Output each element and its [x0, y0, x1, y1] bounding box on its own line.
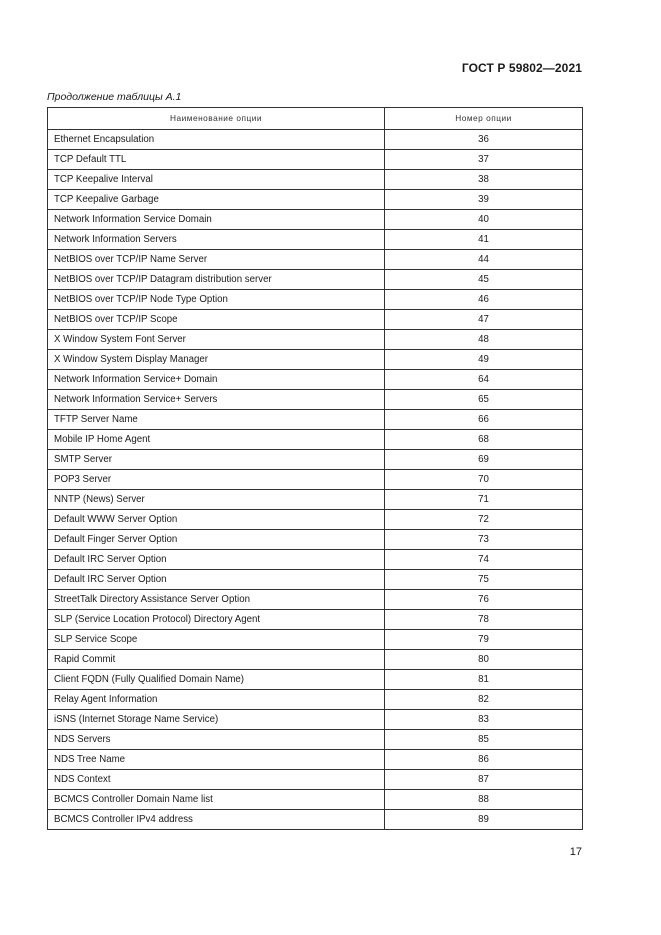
table-row	[48, 490, 583, 510]
option-number-cell: 85	[385, 730, 583, 750]
option-name-cell: BCMCS Controller IPv4 address	[48, 810, 385, 830]
table-row	[48, 290, 583, 310]
option-name-cell: Network Information Service+ Servers	[48, 390, 385, 410]
option-name-cell: X Window System Font Server	[48, 330, 385, 350]
option-number-cell: 69	[385, 450, 583, 470]
option-name-cell: Network Information Service Domain	[48, 210, 385, 230]
option-name-cell: SMTP Server	[48, 450, 385, 470]
option-number-cell: 82	[385, 690, 583, 710]
option-name-cell: NNTP (News) Server	[48, 490, 385, 510]
option-number-cell: 75	[385, 570, 583, 590]
option-number-cell: 72	[385, 510, 583, 530]
option-number-cell: 80	[385, 650, 583, 670]
option-number-cell: 40	[385, 210, 583, 230]
option-name-cell: Ethernet Encapsulation	[48, 130, 385, 150]
table-row	[48, 470, 583, 490]
option-name-cell: POP3 Server	[48, 470, 385, 490]
option-number-cell: 76	[385, 590, 583, 610]
table-row	[48, 410, 583, 430]
table-row	[48, 250, 583, 270]
option-number-cell: 66	[385, 410, 583, 430]
table-row	[48, 130, 583, 150]
option-name-cell: Network Information Servers	[48, 230, 385, 250]
option-number-cell: 68	[385, 430, 583, 450]
table-row	[48, 150, 583, 170]
option-number-cell: 74	[385, 550, 583, 570]
option-number-cell: 88	[385, 790, 583, 810]
option-name-cell: NDS Tree Name	[48, 750, 385, 770]
option-name-cell: iSNS (Internet Storage Name Service)	[48, 710, 385, 730]
option-name-cell: Default IRC Server Option	[48, 550, 385, 570]
table-caption: Продолжение таблицы А.1	[47, 91, 182, 103]
table-row	[48, 390, 583, 410]
table-row	[48, 330, 583, 350]
option-name-cell: SLP Service Scope	[48, 630, 385, 650]
column-header-option-number: Номер опции	[385, 108, 583, 130]
option-number-cell: 73	[385, 530, 583, 550]
option-number-cell: 81	[385, 670, 583, 690]
table-row	[48, 570, 583, 590]
option-number-cell: 36	[385, 130, 583, 150]
option-number-cell: 39	[385, 190, 583, 210]
option-name-cell: Mobile IP Home Agent	[48, 430, 385, 450]
option-name-cell: TCP Keepalive Interval	[48, 170, 385, 190]
table-row	[48, 650, 583, 670]
table-row	[48, 230, 583, 250]
option-name-cell: NetBIOS over TCP/IP Node Type Option	[48, 290, 385, 310]
option-name-cell: NetBIOS over TCP/IP Name Server	[48, 250, 385, 270]
option-name-cell: Default Finger Server Option	[48, 530, 385, 550]
option-number-cell: 48	[385, 330, 583, 350]
option-name-cell: Relay Agent Information	[48, 690, 385, 710]
option-number-cell: 64	[385, 370, 583, 390]
table-row	[48, 590, 583, 610]
table-row	[48, 690, 583, 710]
option-name-cell: NDS Servers	[48, 730, 385, 750]
table-row	[48, 310, 583, 330]
column-header-option-name: Наименование опции	[48, 108, 385, 130]
table-row	[48, 750, 583, 770]
document-code: ГОСТ Р 59802—2021	[461, 61, 582, 75]
table-row	[48, 270, 583, 290]
table-row	[48, 530, 583, 550]
option-name-cell: Default WWW Server Option	[48, 510, 385, 530]
table-header-row	[48, 108, 583, 130]
option-number-cell: 44	[385, 250, 583, 270]
table-row	[48, 430, 583, 450]
table-row	[48, 190, 583, 210]
table-row	[48, 170, 583, 190]
option-number-cell: 37	[385, 150, 583, 170]
option-number-cell: 79	[385, 630, 583, 650]
option-number-cell: 71	[385, 490, 583, 510]
option-number-cell: 49	[385, 350, 583, 370]
table-row	[48, 670, 583, 690]
option-name-cell: BCMCS Controller Domain Name list	[48, 790, 385, 810]
table-row	[48, 370, 583, 390]
option-name-cell: NDS Context	[48, 770, 385, 790]
table-header	[48, 108, 583, 130]
table-row	[48, 710, 583, 730]
option-name-cell: TCP Default TTL	[48, 150, 385, 170]
option-name-cell: StreetTalk Directory Assistance Server Option	[48, 590, 385, 610]
option-name-cell: Client FQDN (Fully Qualified Domain Name)	[48, 670, 385, 690]
option-number-cell: 47	[385, 310, 583, 330]
page-number: 17	[569, 846, 582, 858]
option-number-cell: 65	[385, 390, 583, 410]
option-name-cell: TFTP Server Name	[48, 410, 385, 430]
option-number-cell: 83	[385, 710, 583, 730]
option-number-cell: 41	[385, 230, 583, 250]
option-name-cell: NetBIOS over TCP/IP Datagram distribution server	[48, 270, 385, 290]
table-row	[48, 790, 583, 810]
option-name-cell: SLP (Service Location Protocol) Directory Agent	[48, 610, 385, 630]
option-number-cell: 45	[385, 270, 583, 290]
table-row	[48, 510, 583, 530]
option-number-cell: 86	[385, 750, 583, 770]
table-row	[48, 210, 583, 230]
table-row	[48, 550, 583, 570]
option-name-cell: TCP Keepalive Garbage	[48, 190, 385, 210]
table-row	[48, 730, 583, 750]
option-name-cell: Default IRC Server Option	[48, 570, 385, 590]
option-name-cell: X Window System Display Manager	[48, 350, 385, 370]
table-row	[48, 630, 583, 650]
table-row	[48, 350, 583, 370]
option-number-cell: 78	[385, 610, 583, 630]
option-number-cell: 46	[385, 290, 583, 310]
table-row	[48, 450, 583, 470]
options-table	[47, 107, 583, 830]
option-number-cell: 38	[385, 170, 583, 190]
option-number-cell: 87	[385, 770, 583, 790]
option-name-cell: Rapid Commit	[48, 650, 385, 670]
option-name-cell: Network Information Service+ Domain	[48, 370, 385, 390]
table-body	[48, 130, 583, 830]
table-row	[48, 810, 583, 830]
option-name-cell: NetBIOS over TCP/IP Scope	[48, 310, 385, 330]
option-number-cell: 89	[385, 810, 583, 830]
table-row	[48, 770, 583, 790]
option-number-cell: 70	[385, 470, 583, 490]
table-row	[48, 610, 583, 630]
